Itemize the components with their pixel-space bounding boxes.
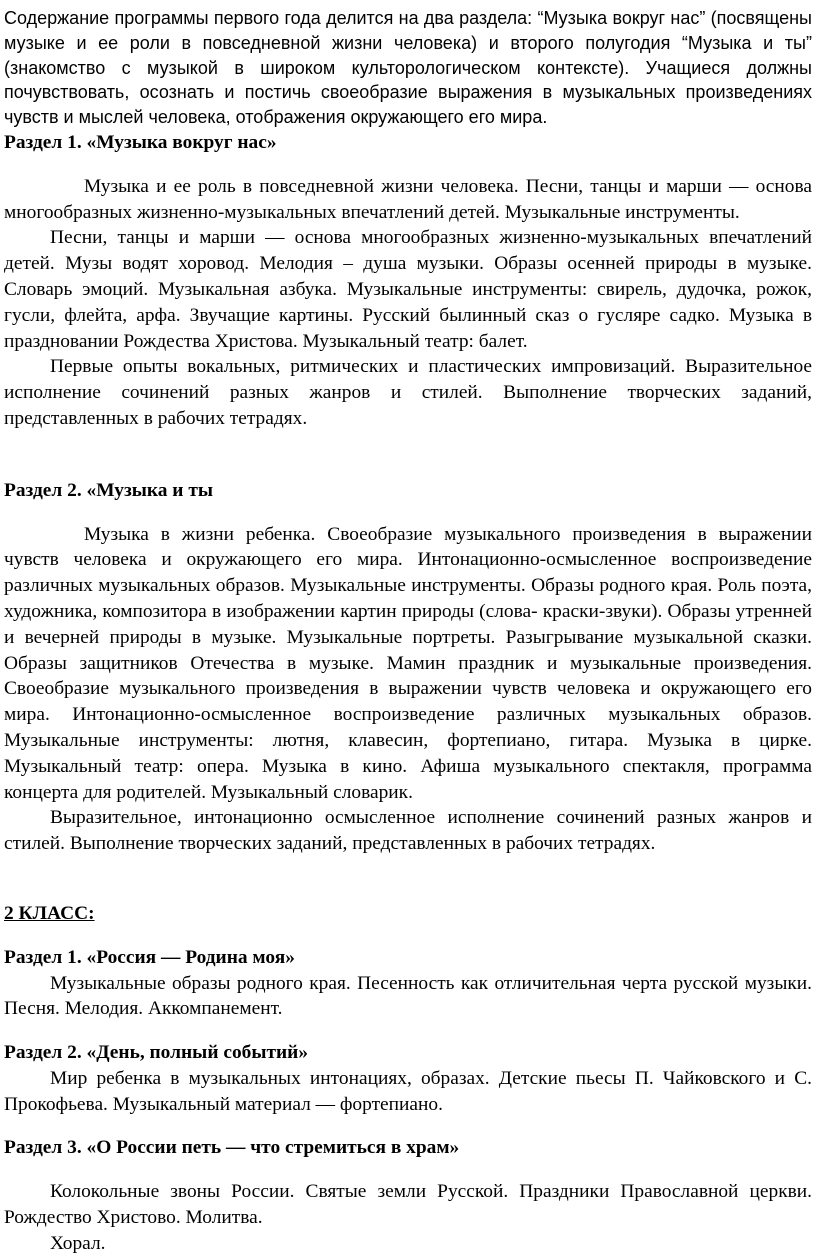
spacer: [4, 1117, 812, 1135]
spacer: [4, 1161, 812, 1179]
spacer: [4, 432, 812, 478]
spacer: [4, 857, 812, 901]
spacer: [4, 504, 812, 522]
spacer: [4, 927, 812, 945]
intro-paragraph: Содержание программы первого года делится на два раздела: “Музыка вокруг нас” (посвящены музыке и ее роли в повседневной жизни человека) и второго полугодия “Музыка и ты” (знакомство с музыкой в широком культорологическом контексте). Учащиеся должны почувствовать, осознать и постичь своеобразие выражения в музыкальных произведениях чувств и мыслей человека, отображения окружающего его мира.: [4, 8, 812, 128]
section-1-title: Раздел 1. «Музыка вокруг нас»: [4, 131, 277, 153]
section-2-paragraph-2: Выразительное, интонационно осмысленное исполнение сочинений разных жанров и стилей. Выполнение творческих заданий, представленных в рабочих тетрадях.: [4, 807, 812, 855]
section-2-paragraph-1: Музыка в жизни ребенка. Своеобразие музыкального произведения в выражении чувств человека и окружающего его мира. Интонационно-осмысленное воспроизведение различных музыкальных образов. Музыкальные инструменты. Образы родного края. Роль поэта, художника, композитора в изображении картин природы (слова- краски-звуки). Образы утренней и вечерней природы в музыке. Музыкальные портреты. Разыгрывание музыкальной сказки. Образы защитников Отечества в музыке. Мамин праздник и музыкальные произведения. Своеобразие музыкального произведения в выражении чувств человека и окружающего его мира. Интонационно-осмысленное воспроизведение различных музыкальных образов. Музыкальные инструменты: лютня, клавесин, фортепиано, гитара. Музыка в цирке. Музыкальный театр: опера. Музыка в кино. Афиша музыкального спектакля, программа концерта для родителей. Музыкальный словарик.: [4, 523, 812, 803]
grade-2-section-3-paragraph: Колокольные звоны России. Святые земли Русской. Праздники Православной церкви. Рождество Христово. Молитва.: [4, 1181, 812, 1229]
grade-2-section-3-title: Раздел 3. «О России петь — что стремиться в храм»: [4, 1137, 460, 1159]
section-1-paragraph-3: Первые опыты вокальных, ритмических и пластических импровизаций. Выразительное исполнение сочинений разных жанров и стилей. Выполнение творческих заданий, представленных в рабочих тетрадях.: [4, 356, 812, 429]
grade-2-heading: 2 КЛАСС:: [4, 902, 95, 924]
section-2-title: Раздел 2. «Музыка и ты: [4, 479, 213, 501]
grade-2-section-3-last-line: Хорал.: [50, 1232, 106, 1254]
grade-2-section-1-paragraph: Музыкальные образы родного края. Песенность как отличительная черта русской музыки. Песня. Мелодия. Аккомпанемент.: [4, 972, 812, 1020]
spacer: [4, 1022, 812, 1040]
grade-2-section-2-title: Раздел 2. «День, полный событий»: [4, 1042, 309, 1064]
section-1-paragraph-1: Музыка и ее роль в повседневной жизни человека. Песни, танцы и марши — основа многообразных жизненно-музыкальных впечатлений детей. Музыкальные инструменты.: [4, 175, 812, 223]
grade-2-section-2-paragraph: Мир ребенка в музыкальных интонациях, образах. Детские пьесы П. Чайковского и С. Прокофьева. Музыкальный материал — фортепиано.: [4, 1067, 812, 1115]
grade-2-section-1-title: Раздел 1. «Россия — Родина моя»: [4, 946, 295, 968]
spacer: [4, 156, 812, 174]
section-1-paragraph-2: Песни, танцы и марши — основа многообразных жизненно-музыкальных впечатлений детей. Музы водят хоровод. Мелодия – душа музыки. Образы осенней природы в музыке. Словарь эмоций. Музыкальная азбука. Музыкальные инструменты: свирель, дудочка, рожок, гусли, флейта, арфа. Звучащие картины. Русский былинный сказ о гусляре садко. Музыка в праздновании Рождества Христова. Музыкальный театр: балет.: [4, 227, 812, 352]
